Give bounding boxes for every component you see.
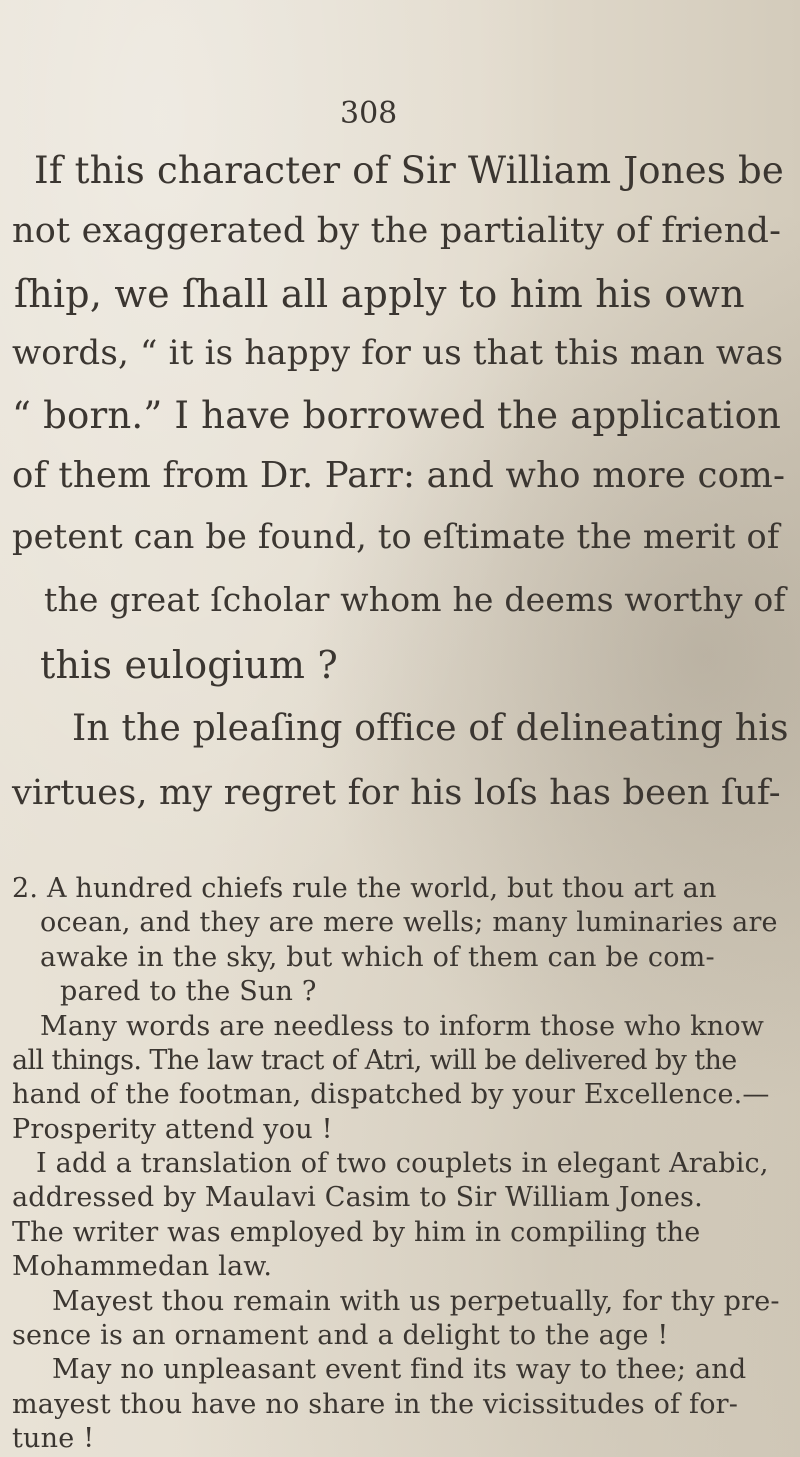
text-line: sence is an ornament and a delight to the age ! [12,1320,669,1351]
text-line: hand of the footman, dispatched by your Excellence.— [12,1079,770,1110]
text-line: 2. A hundred chiefs rule the world, but thou art an [12,873,717,904]
text-line: ocean, and they are mere wells; many luminaries are [40,907,778,938]
text-line: pared to the Sun ? [60,976,317,1007]
text-line: all things. The law tract of Atri, will be delivered by the [12,1045,737,1076]
page-number: 308 [340,96,398,131]
text-line: If this character of Sir William Jones be [34,149,784,192]
text-line: tune ! [12,1423,95,1454]
text-line: May no unpleasant event find its way to thee; and [52,1354,747,1385]
text-line: virtues, my regret for his loſs has been ſuf- [12,773,781,813]
text-line: In the pleaſing office of delineating his [72,708,789,749]
text-line: petent can be found, to eſtimate the merit of [12,517,780,556]
text-line: mayest thou have no share in the vicissitudes of for- [12,1389,739,1420]
text-line: words, “ it is happy for us that this man was [12,333,784,373]
text-line: Mohammedan law. [12,1251,273,1282]
text-line: Mayest thou remain with us perpetually, for thy pre- [52,1286,780,1317]
text-line: awake in the sky, but which of them can be com- [40,942,715,973]
text-line: The writer was employed by him in compiling the [12,1217,701,1248]
text-line: Many words are needless to inform those who know [40,1011,765,1042]
text-line: “ born.” I have borrowed the application [12,394,782,437]
text-line: of them from Dr. Parr: and who more com- [12,455,786,496]
text-line: I add a translation of two couplets in elegant Arabic, [36,1148,769,1179]
text-line: addressed by Maulavi Casim to Sir William Jones. [12,1182,703,1213]
text-line: not exaggerated by the partiality of friend- [12,211,782,251]
text-line: the great ſcholar whom he deems worthy of [44,580,786,619]
text-line: Prosperity attend you ! [12,1114,333,1145]
text-line: ſhip, we ſhall all apply to him his own [14,272,745,316]
text-line: this eulogium ? [40,643,338,687]
